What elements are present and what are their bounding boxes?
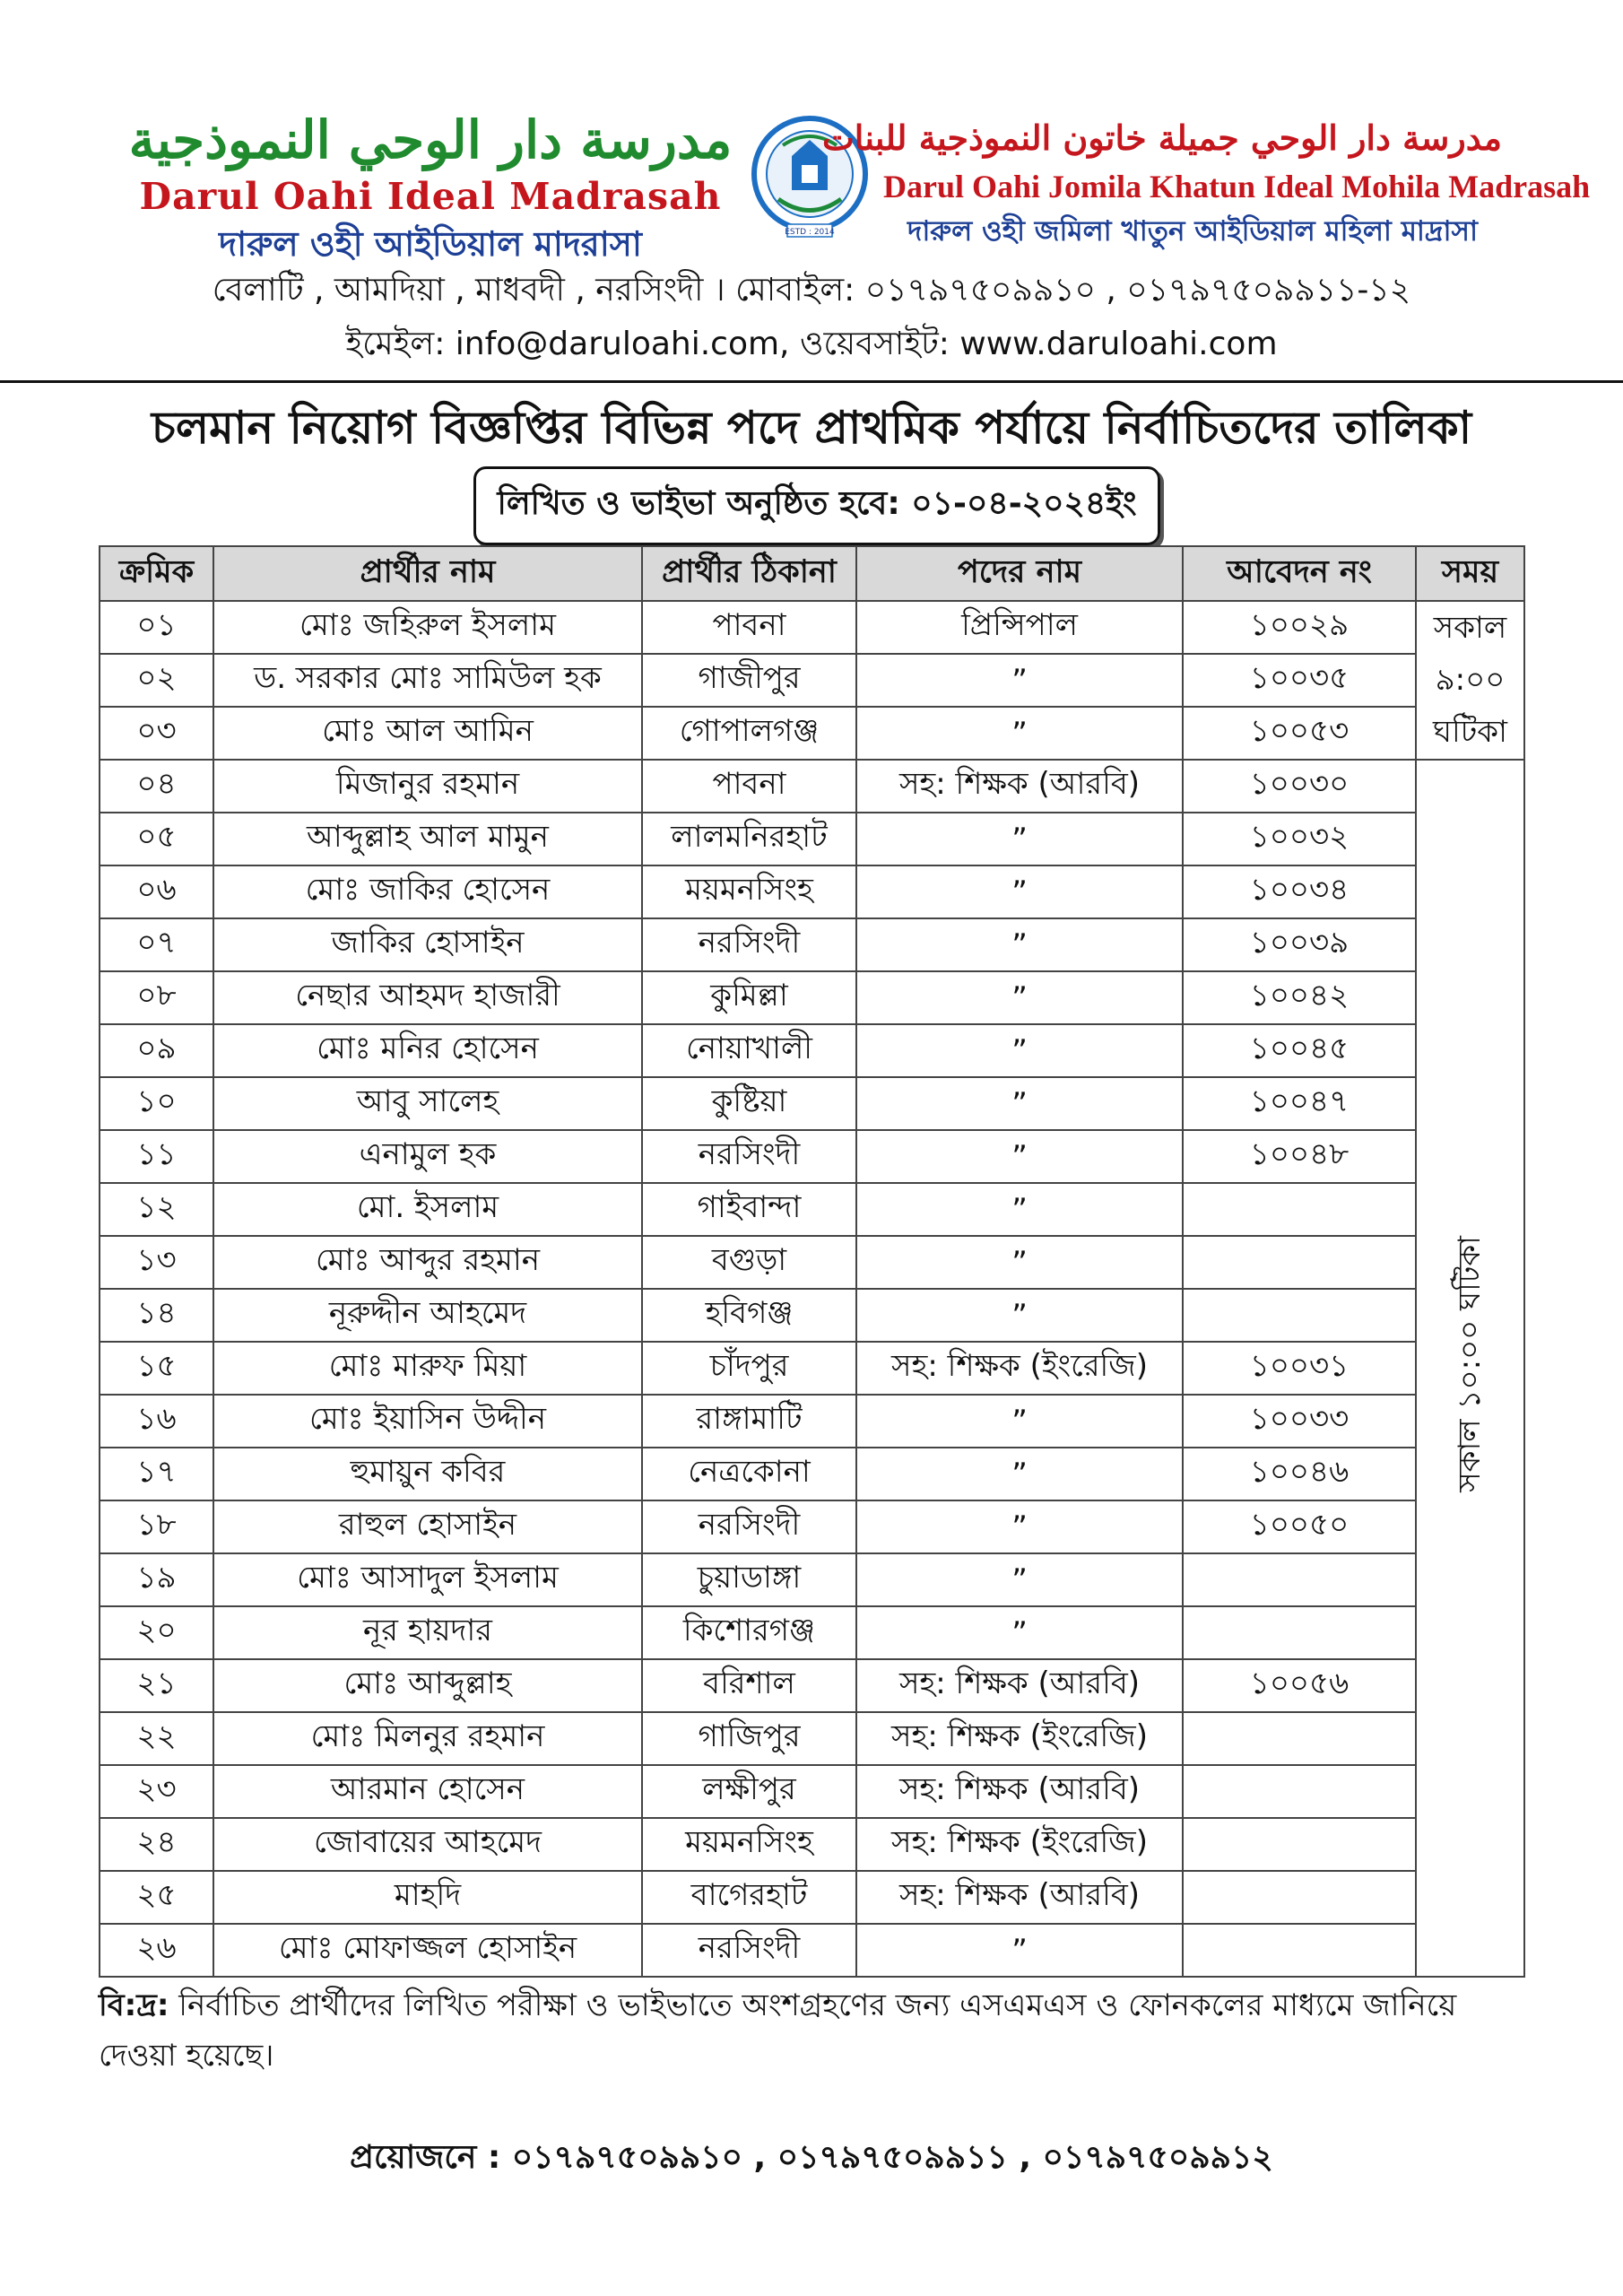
serial-cell: ১৩: [100, 1236, 213, 1289]
serial-cell: ১৯: [100, 1553, 213, 1606]
table-row: [100, 1342, 1524, 1395]
right-arabic-name: مدرسة دار الوحي جميلة خاتون النموذجية للبنات: [822, 117, 1502, 158]
post-cell: ”: [856, 918, 1183, 971]
name-cell: আরমান হোসেন: [213, 1765, 642, 1818]
application-no-cell: ১০০২৯: [1183, 601, 1416, 654]
name-cell: মোঃ জহিরুল ইসলাম: [213, 601, 642, 654]
serial-cell: ০১: [100, 601, 213, 654]
time-ten-cell: [1416, 760, 1524, 1977]
application-no-cell: ১০০৩৩: [1183, 1395, 1416, 1448]
post-cell: ”: [856, 1924, 1183, 1977]
time-morning-cell: [1416, 601, 1524, 760]
serial-cell: ১২: [100, 1183, 213, 1236]
name-cell: নেছার আহমদ হাজারী: [213, 971, 642, 1024]
post-cell: ”: [856, 813, 1183, 865]
post-cell: ”: [856, 1289, 1183, 1342]
table-row: [100, 601, 1524, 654]
name-cell: মোঃ আল আমিন: [213, 707, 642, 760]
name-cell: জাকির হোসাইন: [213, 918, 642, 971]
address-cell: কুমিল্লা: [642, 971, 856, 1024]
serial-cell: ১১: [100, 1130, 213, 1183]
name-cell: মোঃ আব্দুর রহমান: [213, 1236, 642, 1289]
table-row: [100, 1024, 1524, 1077]
application-no-cell: ১০০৫৬: [1183, 1659, 1416, 1712]
header-serial: ক্রমিক: [100, 546, 213, 601]
address-cell: নোয়াখালী: [642, 1024, 856, 1077]
table-row: [100, 1924, 1524, 1977]
name-cell: মোঃ মোফাজ্জল হোসাইন: [213, 1924, 642, 1977]
name-cell: মোঃ আসাদুল ইসলাম: [213, 1553, 642, 1606]
application-no-cell: [1183, 1553, 1416, 1606]
left-arabic-name: مدرسة دار الوحي النموذجية: [128, 109, 733, 170]
address-cell: ময়মনসিংহ: [642, 865, 856, 918]
address-cell: ময়মনসিংহ: [642, 1818, 856, 1871]
post-cell: ”: [856, 1500, 1183, 1553]
application-no-cell: [1183, 1871, 1416, 1924]
name-cell: নূর হায়দার: [213, 1606, 642, 1659]
web-line: ইমেইল: info@daruloahi.com, ওয়েবসাইট: www.daruloahi.com: [345, 326, 1278, 362]
serial-cell: ১৭: [100, 1448, 213, 1500]
table-row: [100, 971, 1524, 1024]
post-cell: ”: [856, 654, 1183, 707]
address-cell: বাগেরহাট: [642, 1871, 856, 1924]
table-row: [100, 813, 1524, 865]
address-cell: লক্ষীপুর: [642, 1765, 856, 1818]
name-cell: মিজানুর রহমান: [213, 760, 642, 813]
post-cell: ”: [856, 1183, 1183, 1236]
table-row: [100, 918, 1524, 971]
table-row: [100, 1712, 1524, 1765]
application-no-cell: [1183, 1924, 1416, 1977]
serial-cell: ০৪: [100, 760, 213, 813]
address-cell: রাঙ্গামাটি: [642, 1395, 856, 1448]
serial-cell: ২০: [100, 1606, 213, 1659]
application-no-cell: ১০০৩৯: [1183, 918, 1416, 971]
right-institution: [822, 112, 1591, 254]
post-cell: ”: [856, 1395, 1183, 1448]
name-cell: হুমায়ুন কবির: [213, 1448, 642, 1500]
table-row: [100, 1606, 1524, 1659]
address-cell: বরিশাল: [642, 1659, 856, 1712]
serial-cell: ২১: [100, 1659, 213, 1712]
application-no-cell: ১০০৪৬: [1183, 1448, 1416, 1500]
name-cell: রাহুল হোসাইন: [213, 1500, 642, 1553]
left-institution: [117, 108, 744, 267]
application-no-cell: [1183, 1818, 1416, 1871]
table-row: [100, 707, 1524, 760]
header-divider: [0, 380, 1623, 383]
serial-cell: ২৩: [100, 1765, 213, 1818]
name-cell: ড. সরকার মোঃ সামিউল হক: [213, 654, 642, 707]
left-bangla-name: দারুল ওহী আইডিয়াল মাদরাসা: [219, 224, 642, 264]
name-cell: মোঃ আব্দুল্লাহ: [213, 1659, 642, 1712]
exam-date-box: লিখিত ও ভাইভা অনুষ্ঠিত হবে: ০১-০৪-২০২৪ইং: [473, 466, 1160, 545]
application-no-cell: ১০০৩৫: [1183, 654, 1416, 707]
application-no-cell: ১০০৫৩: [1183, 707, 1416, 760]
serial-cell: ২৬: [100, 1924, 213, 1977]
name-cell: নূরুদ্দীন আহমেদ: [213, 1289, 642, 1342]
name-cell: জোবায়ের আহমেদ: [213, 1818, 642, 1871]
post-cell: সহ: শিক্ষক (ইংরেজি): [856, 1818, 1183, 1871]
serial-cell: ২৫: [100, 1871, 213, 1924]
serial-cell: ০৭: [100, 918, 213, 971]
time-morning-line: ৯:০০: [1435, 662, 1506, 698]
name-cell: মো. ইসলাম: [213, 1183, 642, 1236]
post-cell: সহ: শিক্ষক (আরবি): [856, 1871, 1183, 1924]
post-cell: ”: [856, 865, 1183, 918]
application-no-cell: [1183, 1183, 1416, 1236]
table-header-row: [100, 546, 1524, 601]
application-no-cell: ১০০৪৫: [1183, 1024, 1416, 1077]
notice-label: বি:দ্র:: [99, 1987, 169, 2023]
post-cell: সহ: শিক্ষক (ইংরেজি): [856, 1342, 1183, 1395]
address-cell: পাবনা: [642, 760, 856, 813]
header-application-no: আবেদন নং: [1183, 546, 1416, 601]
application-no-cell: [1183, 1236, 1416, 1289]
time-morning-line: ঘটিকা: [1433, 714, 1507, 750]
table-row: [100, 760, 1524, 813]
name-cell: মোঃ মিলনুর রহমান: [213, 1712, 642, 1765]
table-row: [100, 1765, 1524, 1818]
serial-cell: ১০: [100, 1077, 213, 1130]
name-cell: আব্দুল্লাহ আল মামুন: [213, 813, 642, 865]
serial-cell: ০৮: [100, 971, 213, 1024]
post-cell: ”: [856, 971, 1183, 1024]
application-no-cell: ১০০৫০: [1183, 1500, 1416, 1553]
name-cell: এনামুল হক: [213, 1130, 642, 1183]
right-english-name: Darul Oahi Jomila Khatun Ideal Mohila Madrasah: [883, 169, 1591, 204]
header-name: প্রার্থীর নাম: [213, 546, 642, 601]
name-cell: মাহদি: [213, 1871, 642, 1924]
address-cell: গাইবান্দা: [642, 1183, 856, 1236]
table-row: [100, 865, 1524, 918]
application-no-cell: ১০০৪২: [1183, 971, 1416, 1024]
table-row: [100, 1077, 1524, 1130]
table-row: [100, 1500, 1524, 1553]
left-english-name: Darul Oahi Ideal Madrasah: [139, 175, 722, 218]
name-cell: মোঃ মনির হোসেন: [213, 1024, 642, 1077]
table-row: [100, 654, 1524, 707]
post-cell: সহ: শিক্ষক (ইংরেজি): [856, 1712, 1183, 1765]
address-line: বেলাটি , আমদিয়া , মাধবদী , নরসিংদী । মোবাইল: ০১৭৯৭৫০৯৯১০ , ০১৭৯৭৫০৯৯১১-১২: [212, 272, 1411, 309]
address-cell: বগুড়া: [642, 1236, 856, 1289]
serial-cell: ২৪: [100, 1818, 213, 1871]
header-time: সময়: [1416, 546, 1524, 601]
serial-cell: ০২: [100, 654, 213, 707]
serial-cell: ১৮: [100, 1500, 213, 1553]
header-post: পদের নাম: [856, 546, 1183, 601]
candidate-table: [99, 545, 1525, 1978]
post-cell: ”: [856, 1606, 1183, 1659]
post-cell: সহ: শিক্ষক (আরবি): [856, 760, 1183, 813]
table-row: [100, 1818, 1524, 1871]
notice: [99, 1980, 1524, 2081]
page-title: চলমান নিয়োগ বিজ্ঞপ্তির বিভিন্ন পদে প্রাথমিক পর্যায়ে নির্বাচিতদের তালিকা: [151, 402, 1472, 454]
post-cell: ”: [856, 1448, 1183, 1500]
serial-cell: ০৫: [100, 813, 213, 865]
address-cell: চুয়াডাঙ্গা: [642, 1553, 856, 1606]
application-no-cell: ১০০৪৮: [1183, 1130, 1416, 1183]
need-contact: প্রয়োজনে : ০১৭৯৭৫০৯৯১০ , ০১৭৯৭৫০৯৯১১ , ০১৭৯৭৫০৯৯১২: [350, 2139, 1273, 2176]
address-cell: গাজীপুর: [642, 654, 856, 707]
serial-cell: ১৫: [100, 1342, 213, 1395]
table-row: [100, 1183, 1524, 1236]
serial-cell: ১৪: [100, 1289, 213, 1342]
table-row: [100, 1289, 1524, 1342]
serial-cell: ২২: [100, 1712, 213, 1765]
application-no-cell: ১০০৩০: [1183, 760, 1416, 813]
letterhead: [0, 0, 1623, 377]
post-cell: ”: [856, 1553, 1183, 1606]
serial-cell: ০৩: [100, 707, 213, 760]
estd-label: ESTD : 2014: [785, 228, 835, 237]
address-cell: হবিগঞ্জ: [642, 1289, 856, 1342]
address-cell: নরসিংদী: [642, 1130, 856, 1183]
post-cell: সহ: শিক্ষক (আরবি): [856, 1659, 1183, 1712]
post-cell: ”: [856, 1236, 1183, 1289]
table-row: [100, 1659, 1524, 1712]
notice-text: নির্বাচিত প্রার্থীদের লিখিত পরীক্ষা ও ভাইভাতে অংশগ্রহণের জন্য এসএমএস ও ফোনকলের মাধ্যমে জানিয়ে দেওয়া হয়েছে।: [99, 1987, 1457, 2074]
post-cell: ”: [856, 1130, 1183, 1183]
table-row: [100, 1395, 1524, 1448]
table-row: [100, 1448, 1524, 1500]
serial-cell: ০৬: [100, 865, 213, 918]
table-row: [100, 1871, 1524, 1924]
address-cell: গাজিপুর: [642, 1712, 856, 1765]
address-cell: নেত্রকোনা: [642, 1448, 856, 1500]
application-no-cell: [1183, 1289, 1416, 1342]
address-cell: নরসিংদী: [642, 918, 856, 971]
serial-cell: ১৬: [100, 1395, 213, 1448]
post-cell: প্রিন্সিপাল: [856, 601, 1183, 654]
application-no-cell: [1183, 1606, 1416, 1659]
application-no-cell: ১০০৪৭: [1183, 1077, 1416, 1130]
address-cell: কুষ্টিয়া: [642, 1077, 856, 1130]
address-cell: গোপালগঞ্জ: [642, 707, 856, 760]
application-no-cell: ১০০৩৪: [1183, 865, 1416, 918]
application-no-cell: ১০০৩১: [1183, 1342, 1416, 1395]
name-cell: আবু সালেহ: [213, 1077, 642, 1130]
post-cell: ”: [856, 1024, 1183, 1077]
header-address: প্রার্থীর ঠিকানা: [642, 546, 856, 601]
address-cell: নরসিংদী: [642, 1500, 856, 1553]
name-cell: মোঃ জাকির হোসেন: [213, 865, 642, 918]
table-row: [100, 1130, 1524, 1183]
right-bangla-name: দারুল ওহী জমিলা খাতুন আইডিয়াল মহিলা মাদ্রাসা: [907, 215, 1478, 248]
application-no-cell: [1183, 1765, 1416, 1818]
time-ten-label: সকাল ১০:০০ ঘটিকা: [1452, 1236, 1488, 1492]
address-cell: চাঁদপুর: [642, 1342, 856, 1395]
table-row: [100, 1236, 1524, 1289]
address-cell: নরসিংদী: [642, 1924, 856, 1977]
post-cell: ”: [856, 707, 1183, 760]
address-cell: পাবনা: [642, 601, 856, 654]
post-cell: সহ: শিক্ষক (আরবি): [856, 1765, 1183, 1818]
address-cell: কিশোরগঞ্জ: [642, 1606, 856, 1659]
name-cell: মোঃ মারুফ মিয়া: [213, 1342, 642, 1395]
name-cell: মোঃ ইয়াসিন উদ্দীন: [213, 1395, 642, 1448]
application-no-cell: ১০০৩২: [1183, 813, 1416, 865]
application-no-cell: [1183, 1712, 1416, 1765]
time-morning-line: সকাল: [1433, 610, 1507, 646]
post-cell: ”: [856, 1077, 1183, 1130]
address-cell: লালমনিরহাট: [642, 813, 856, 865]
serial-cell: ০৯: [100, 1024, 213, 1077]
table-row: [100, 1553, 1524, 1606]
